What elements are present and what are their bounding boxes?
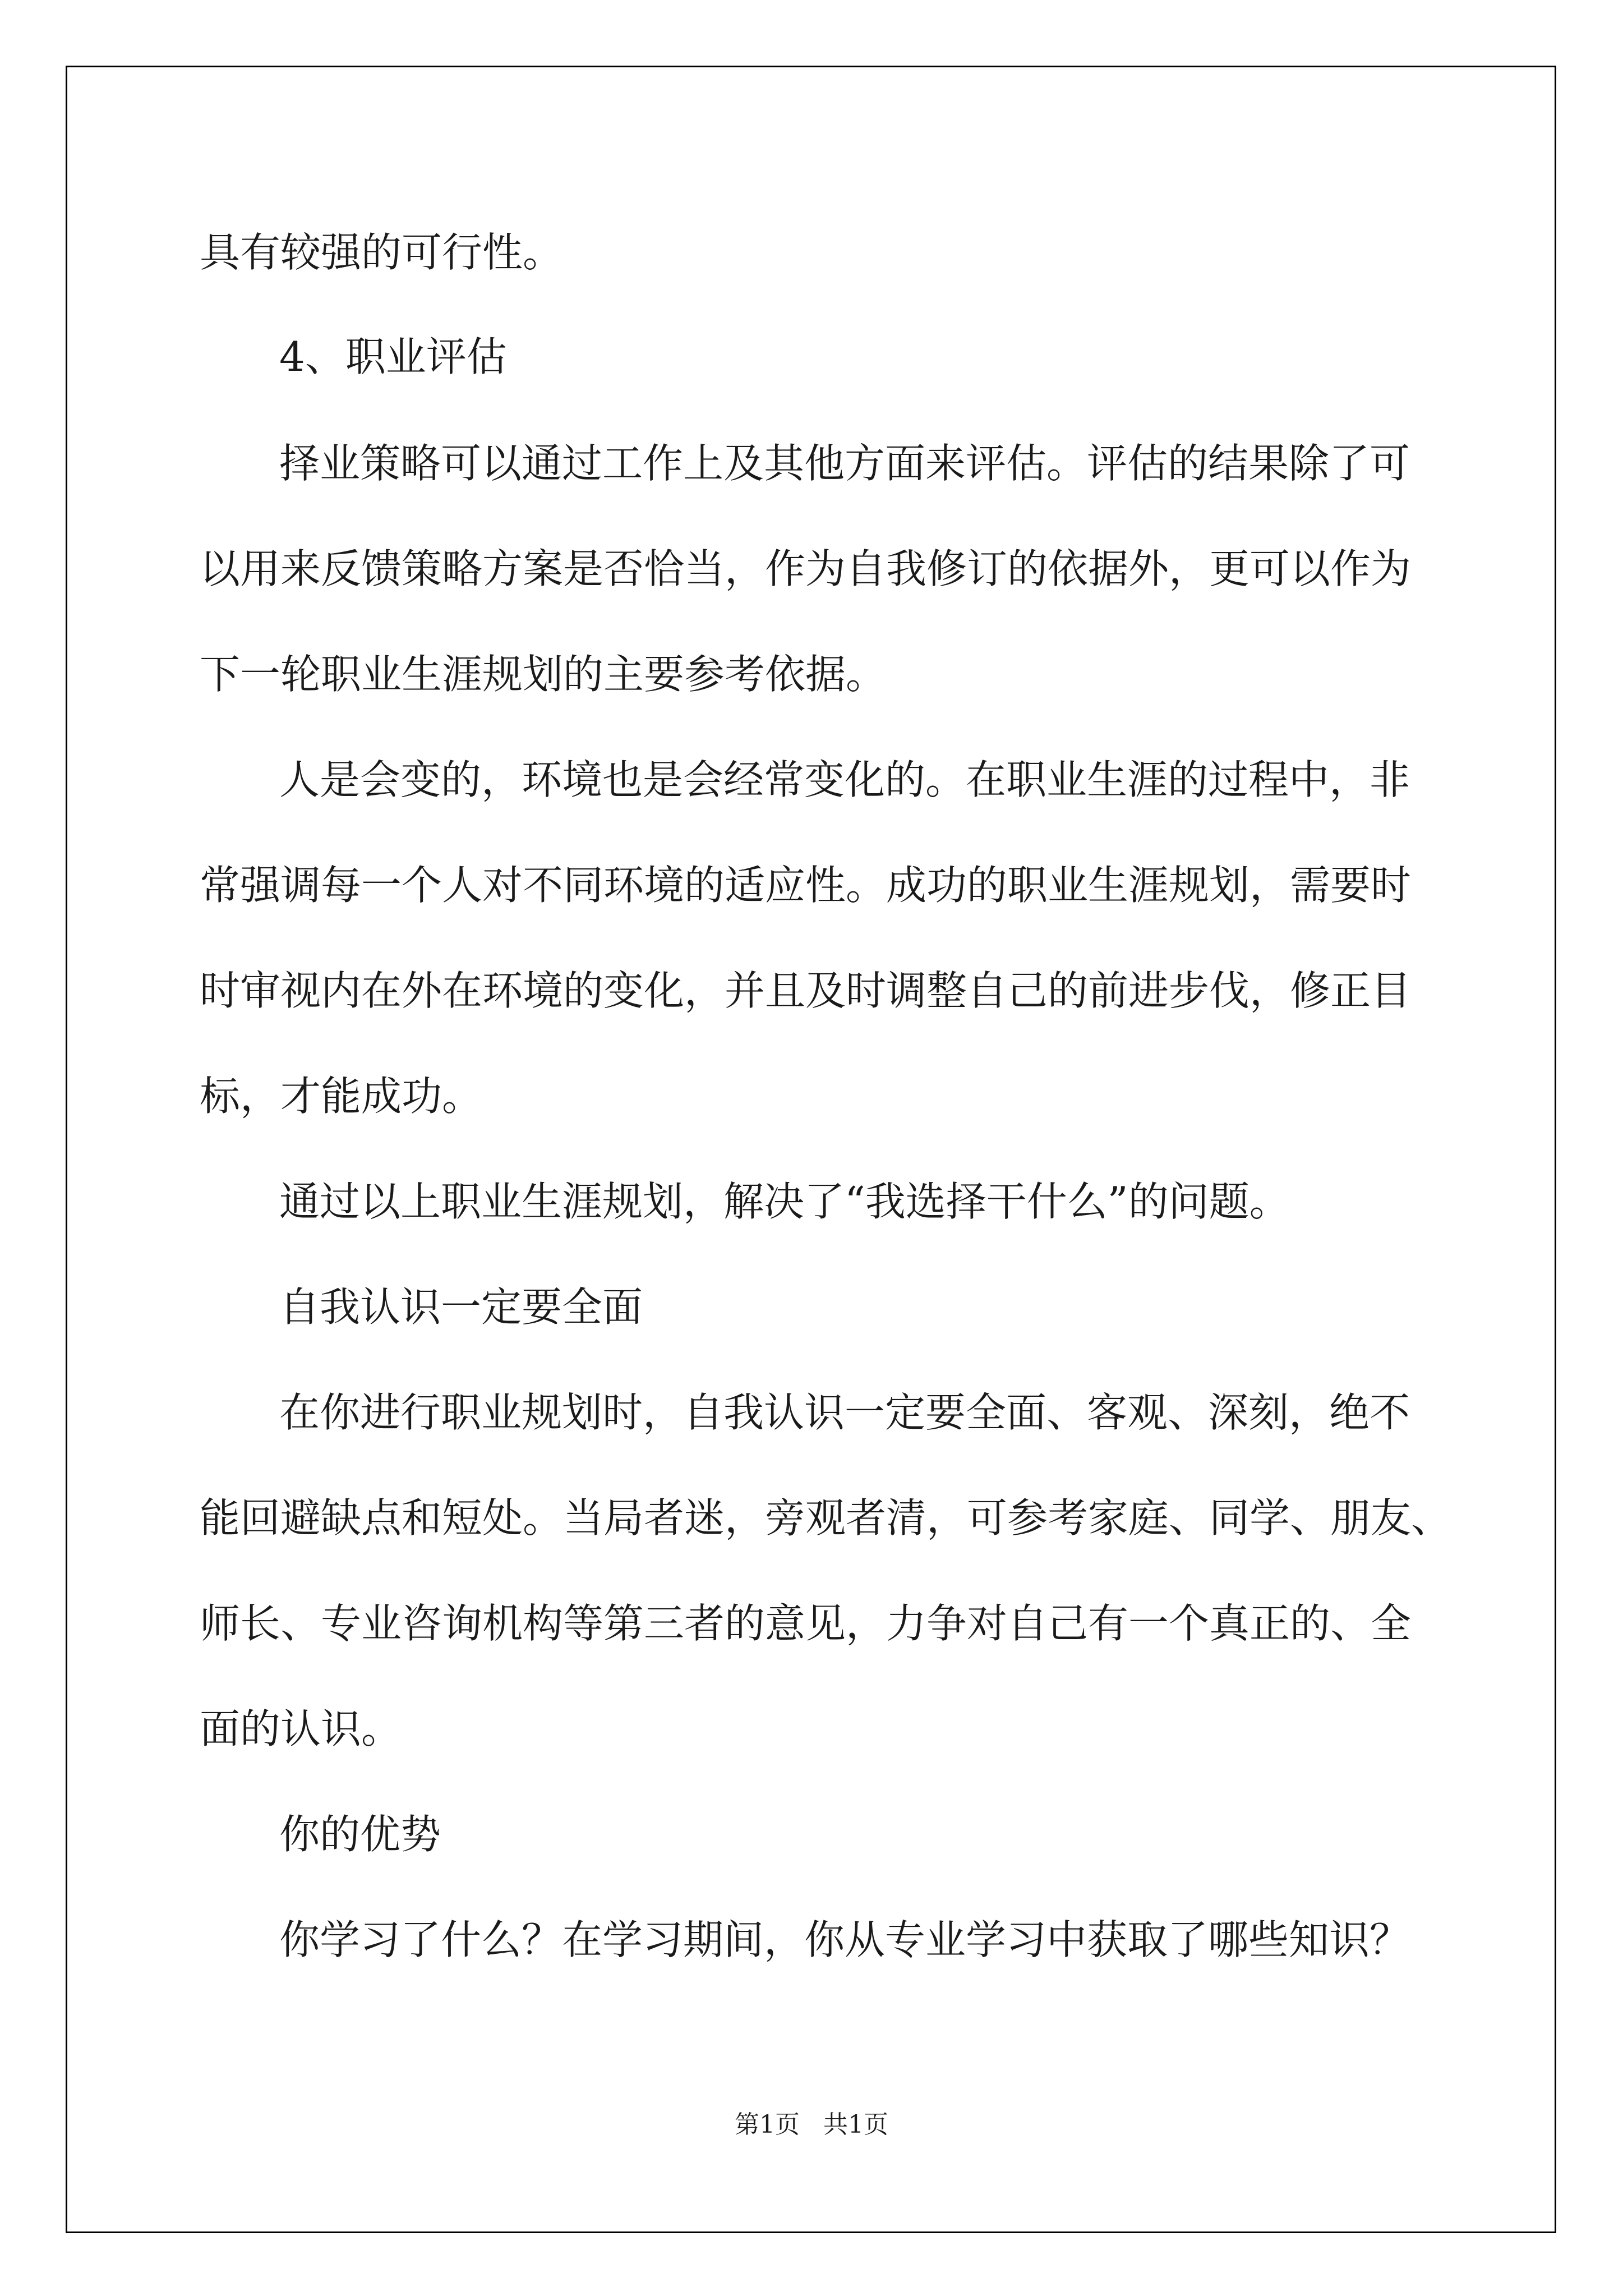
text-line-5: 下一轮职业生涯规划的主要参考依据。	[200, 651, 887, 698]
section-heading-self-knowledge: 自我认识一定要全面	[279, 1283, 643, 1331]
page-number-total: 共1页	[823, 2110, 888, 2139]
text-line-3: 择业策略可以通过工作上及其他方面来评估。评估的结果除了可	[279, 440, 1410, 487]
text-line-4: 以用来反馈策略方案是否恰当，作为自我修订的依据外，更可以作为	[200, 545, 1412, 592]
text-line-9: 标，才能成功。	[200, 1073, 483, 1120]
text-line-1: 具有较强的可行性。	[200, 229, 564, 276]
text-line-6: 人是会变的，环境也是会经常变化的。在职业生涯的过程中，非	[279, 756, 1410, 803]
text-line-12: 在你进行职业规划时，自我认识一定要全面、客观、深刻，绝不	[279, 1389, 1410, 1436]
text-line-15: 面的认识。	[200, 1705, 402, 1752]
text-line-8: 时审视内在外在环境的变化，并且及时调整自己的前进步伐，修正目	[200, 967, 1412, 1014]
section-heading-your-advantages: 你的优势	[279, 1811, 441, 1858]
text-line-17: 你学习了什么？在学习期间，你从专业学习中获取了哪些知识？	[279, 1916, 1410, 1963]
text-line-13: 能回避缺点和短处。当局者迷，旁观者清，可参考家庭、同学、朋友、	[200, 1494, 1452, 1542]
text-line-10: 通过以上职业生涯规划，解决了“我选择干什么”的问题。	[279, 1178, 1290, 1225]
page-number-current: 第1页	[735, 2110, 800, 2139]
page-footer	[0, 2110, 1623, 2139]
section-heading-career-evaluation: 4、职业评估	[279, 333, 507, 380]
text-line-14: 师长、专业咨询机构等第三者的意见，力争对自己有一个真正的、全	[200, 1600, 1412, 1647]
text-line-7: 常强调每一个人对不同环境的适应性。成功的职业生涯规划，需要时	[200, 862, 1412, 909]
page-border	[66, 66, 1556, 2233]
